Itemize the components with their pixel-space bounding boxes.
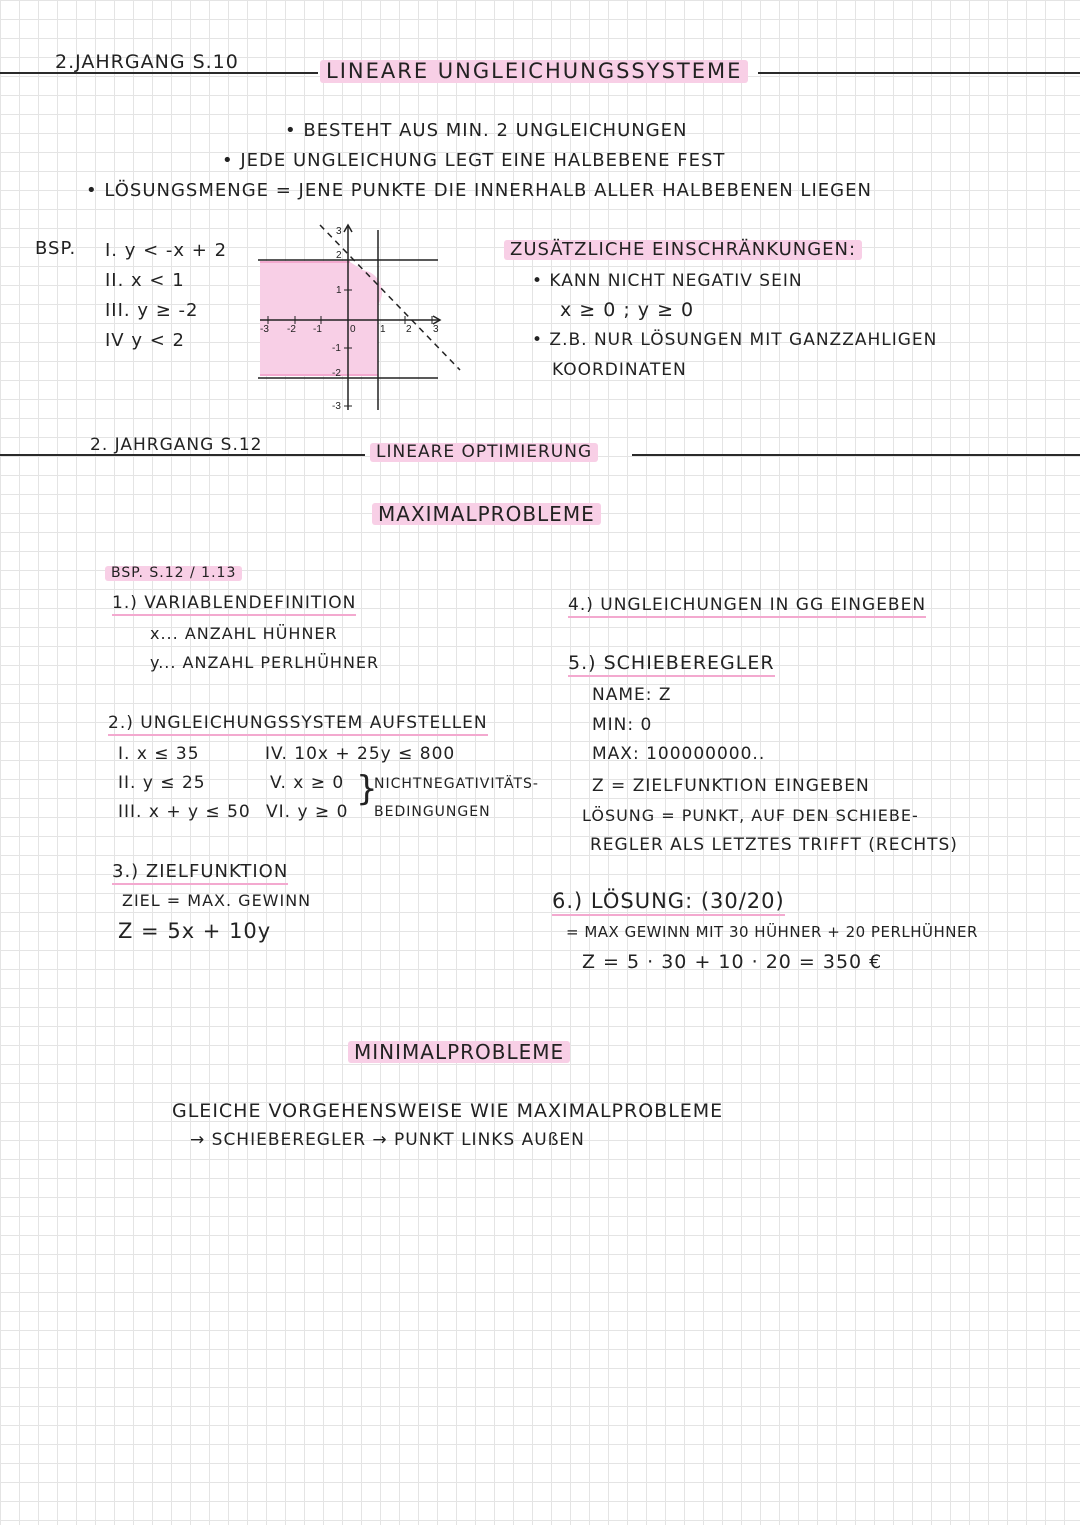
y-tick-label: 2 — [336, 250, 342, 261]
header-rule-right-1 — [758, 72, 1080, 74]
inequality-graph — [240, 220, 470, 420]
minimal-line: → SCHIEBEREGLER → PUNKT LINKS AUßEN — [190, 1130, 585, 1150]
y-tick-label: 1 — [336, 285, 342, 296]
bullet-2: • JEDE UNGLEICHUNG LEGT EINE HALBEBENE FEST — [222, 150, 726, 171]
bullet-3: • LÖSUNGSMENGE = JENE PUNKTE DIE INNERHALB ALLER HALBEBENEN LIEGEN — [86, 180, 872, 201]
step5-line: LÖSUNG = PUNKT, AUF DEN SCHIEBE- — [582, 806, 919, 825]
region-blob — [338, 270, 382, 314]
constraint-line: KOORDINATEN — [552, 360, 687, 380]
step5-line: MAX: 100000000.. — [592, 744, 766, 764]
step6-title: 6.) LÖSUNG: (30/20) — [552, 890, 785, 916]
step5-line: Z = ZIELFUNKTION EINGEBEN — [592, 776, 870, 796]
example-label: BSP. — [35, 238, 77, 259]
x-tick-label: 3 — [433, 324, 439, 335]
x-tick-label: 2 — [406, 324, 412, 335]
step2-left: II. y ≤ 25 — [118, 773, 206, 793]
brace: } — [356, 769, 378, 809]
step2-left: III. x + y ≤ 50 — [118, 802, 251, 822]
step5-line: REGLER ALS LETZTES TRIFFT (RECHTS) — [590, 835, 958, 855]
step4-title: 4.) UNGLEICHUNGEN IN GG EINGEBEN — [568, 596, 926, 618]
inequality-3: III. y ≥ -2 — [105, 300, 199, 321]
header-rule-right-2 — [632, 454, 1080, 456]
step1-line: y... ANZAHL PERLHÜHNER — [150, 653, 380, 672]
minimal-line: GLEICHE VORGEHENSWEISE WIE MAXIMALPROBLEME — [172, 1100, 724, 1122]
step2-note: NICHTNEGATIVITÄTS- — [374, 776, 539, 792]
step1-line: x... ANZAHL HÜHNER — [150, 624, 338, 643]
inequality-2: II. x < 1 — [105, 270, 185, 291]
step2-right: IV. 10x + 25y ≤ 800 — [265, 744, 456, 764]
step2-note: BEDINGUNGEN — [374, 804, 491, 820]
constraints-title: ZUSÄTZLICHE EINSCHRÄNKUNGEN: — [504, 240, 862, 260]
step2-right: V. x ≥ 0 — [270, 773, 345, 793]
x-tick-label: -3 — [260, 324, 269, 335]
step1-title: 1.) VARIABLENDEFINITION — [112, 594, 356, 616]
example-reference: BSP. S.12 / 1.13 — [105, 566, 242, 581]
step2-title: 2.) UNGLEICHUNGSSYSTEM AUFSTELLEN — [108, 714, 488, 736]
step3-line: ZIEL = MAX. GEWINN — [122, 891, 312, 910]
section1-title: LINEARE UNGLEICHUNGSSYSTEME — [320, 60, 748, 83]
section2-title: LINEARE OPTIMIERUNG — [370, 443, 598, 462]
step6-line: Z = 5 · 30 + 10 · 20 = 350 € — [582, 951, 883, 973]
step5-title: 5.) SCHIEBEREGLER — [568, 653, 775, 677]
y-tick-label: -3 — [332, 401, 341, 412]
step2-right: VI. y ≥ 0 — [266, 802, 349, 822]
constraint-line: • Z.B. NUR LÖSUNGEN MIT GANZZAHLIGEN — [532, 330, 938, 350]
step3-title: 3.) ZIELFUNKTION — [112, 862, 288, 885]
inequality-1: I. y < -x + 2 — [105, 240, 228, 261]
y-tick-label: -2 — [332, 368, 341, 379]
y-tick-label: -1 — [332, 343, 341, 354]
constraint-line: x ≥ 0 ; y ≥ 0 — [560, 299, 695, 321]
x-tick-label: 1 — [380, 324, 386, 335]
x-tick-label: 0 — [350, 324, 356, 335]
x-tick-label: -1 — [313, 324, 322, 335]
step5-line: MIN: 0 — [592, 715, 653, 735]
step2-left: I. x ≤ 35 — [118, 744, 200, 764]
inequality-4: IV y < 2 — [105, 330, 185, 351]
step5-line: NAME: Z — [592, 685, 672, 705]
minimal-problems-title: MINIMALPROBLEME — [348, 1041, 570, 1063]
step3-line: Z = 5x + 10y — [118, 919, 272, 943]
y-tick-label: 3 — [336, 226, 342, 237]
section2-page-ref: 2. JAHRGANG S.12 — [90, 435, 263, 455]
constraint-line: • KANN NICHT NEGATIV SEIN — [532, 271, 803, 291]
step6-line: = MAX GEWINN MIT 30 HÜHNER + 20 PERLHÜHNER — [566, 923, 978, 941]
bullet-1: • BESTEHT AUS MIN. 2 UNGLEICHUNGEN — [285, 120, 688, 141]
x-tick-label: -2 — [287, 324, 296, 335]
maximal-problems-title: MAXIMALPROBLEME — [372, 503, 601, 525]
section1-page-ref: 2.JAHRGANG S.10 — [55, 51, 239, 73]
